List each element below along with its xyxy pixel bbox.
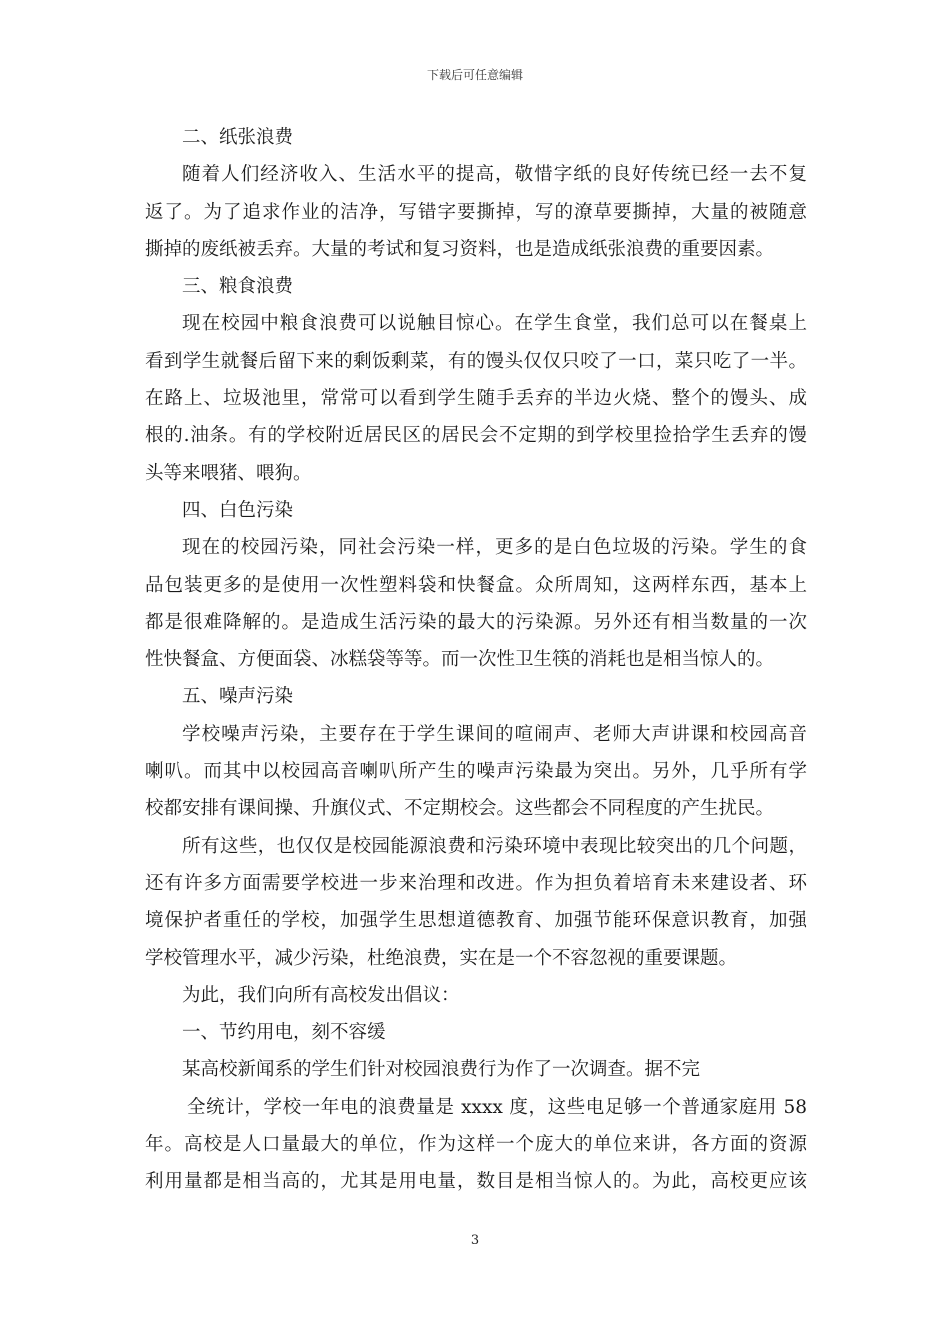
- paragraph-line: 现在的校园污染，同社会污染一样，更多的是白色垃圾的污染。学生的食: [182, 537, 807, 559]
- paragraph-line: 看到学生就餐后留下来的剩饭剩菜，有的馒头仅仅只咬了一口，菜只吃了一半。: [145, 350, 807, 372]
- paragraph-line: 喇叭。而其中以校园高音喇叭所产生的噪声污染最为突出。另外，几乎所有学: [145, 761, 807, 783]
- paragraph-line: 利用量都是相当高的，尤其是用电量，数目是相当惊人的。为此，高校更应该: [145, 1171, 807, 1193]
- paragraph-line: 在路上、垃圾池里，常常可以看到学生随手丢弃的半边火烧、整个的馒头、成: [145, 388, 807, 410]
- paragraph-line: 还有许多方面需要学校进一步来治理和改进。作为担负着培育未来建设者、环: [145, 872, 807, 894]
- paragraph-line: 某高校新闻系的学生们针对校园浪费行为作了一次调查。据不完: [182, 1059, 701, 1081]
- paragraph-line: 全统计，学校一年电的浪费量是 xxxx 度，这些电足够一个普通家庭用 58: [187, 1096, 807, 1118]
- paragraph-line: 现在校园中粮食浪费可以说触目惊心。在学生食堂，我们总可以在餐桌上: [182, 313, 807, 335]
- paragraph-line: 校都安排有课间操、升旗仪式、不定期校会。这些都会不同程度的产生扰民。: [145, 798, 775, 820]
- page-header: 下载后可任意编辑: [426, 68, 523, 82]
- paragraph-line: 为此，我们向所有高校发出倡议：: [182, 984, 460, 1006]
- paragraph-line: 品包装更多的是使用一次性塑料袋和快餐盒。众所周知，这两样东西，基本上: [145, 574, 807, 596]
- section-heading-paper-waste: 二、纸张浪费: [182, 127, 294, 148]
- paragraph-line: 都是很难降解的。是造成生活污染的最大的污染源。另外还有相当数量的一次: [145, 611, 807, 633]
- section-heading-food-waste: 三、粮食浪费: [182, 276, 294, 298]
- paragraph-line: 根的.油条。有的学校附近居民区的居民会不定期的到学校里捡拾学生丢弃的馒: [145, 425, 807, 447]
- paragraph-line: 头等来喂猪、喂狗。: [145, 462, 312, 484]
- paragraph-line: 随着人们经济收入、生活水平的提高，敬惜字纸的良好传统已经一去不复: [182, 164, 807, 186]
- document-body: [145, 124, 807, 1206]
- paragraph-line: 性快餐盒、方便面袋、冰糕袋等等。而一次性卫生筷的消耗也是相当惊人的。: [145, 649, 775, 671]
- paragraph-line: 境保护者重任的学校，加强学生思想道德教育、加强节能环保意识教育，加强: [145, 910, 807, 932]
- paragraph-line: 年。高校是人口量最大的单位，作为这样一个庞大的单位来讲，各方面的资源: [145, 1134, 807, 1156]
- section-heading-save-electricity: 一、节约用电，刻不容缓: [182, 1022, 386, 1044]
- paragraph-line: 撕掉的废纸被丢弃。大量的考试和复习资料，也是造成纸张浪费的重要因素。: [145, 238, 775, 260]
- paragraph-line: 返了。为了追求作业的洁净，写错字要撕掉，写的潦草要撕掉，大量的被随意: [145, 201, 807, 223]
- page-number: 3: [470, 1233, 480, 1248]
- paragraph-line: 所有这些，也仅仅是校园能源浪费和污染环境中表现比较突出的几个问题，: [182, 835, 807, 857]
- section-heading-noise-pollution: 五、噪声污染: [182, 686, 294, 708]
- paragraph-line: 学校噪声污染，主要存在于学生课间的喧闹声、老师大声讲课和校园高音: [182, 723, 807, 745]
- section-heading-white-pollution: 四、白色污染: [182, 499, 294, 521]
- paragraph-line: 学校管理水平，减少污染，杜绝浪费，实在是一个不容忽视的重要课题。: [145, 947, 738, 969]
